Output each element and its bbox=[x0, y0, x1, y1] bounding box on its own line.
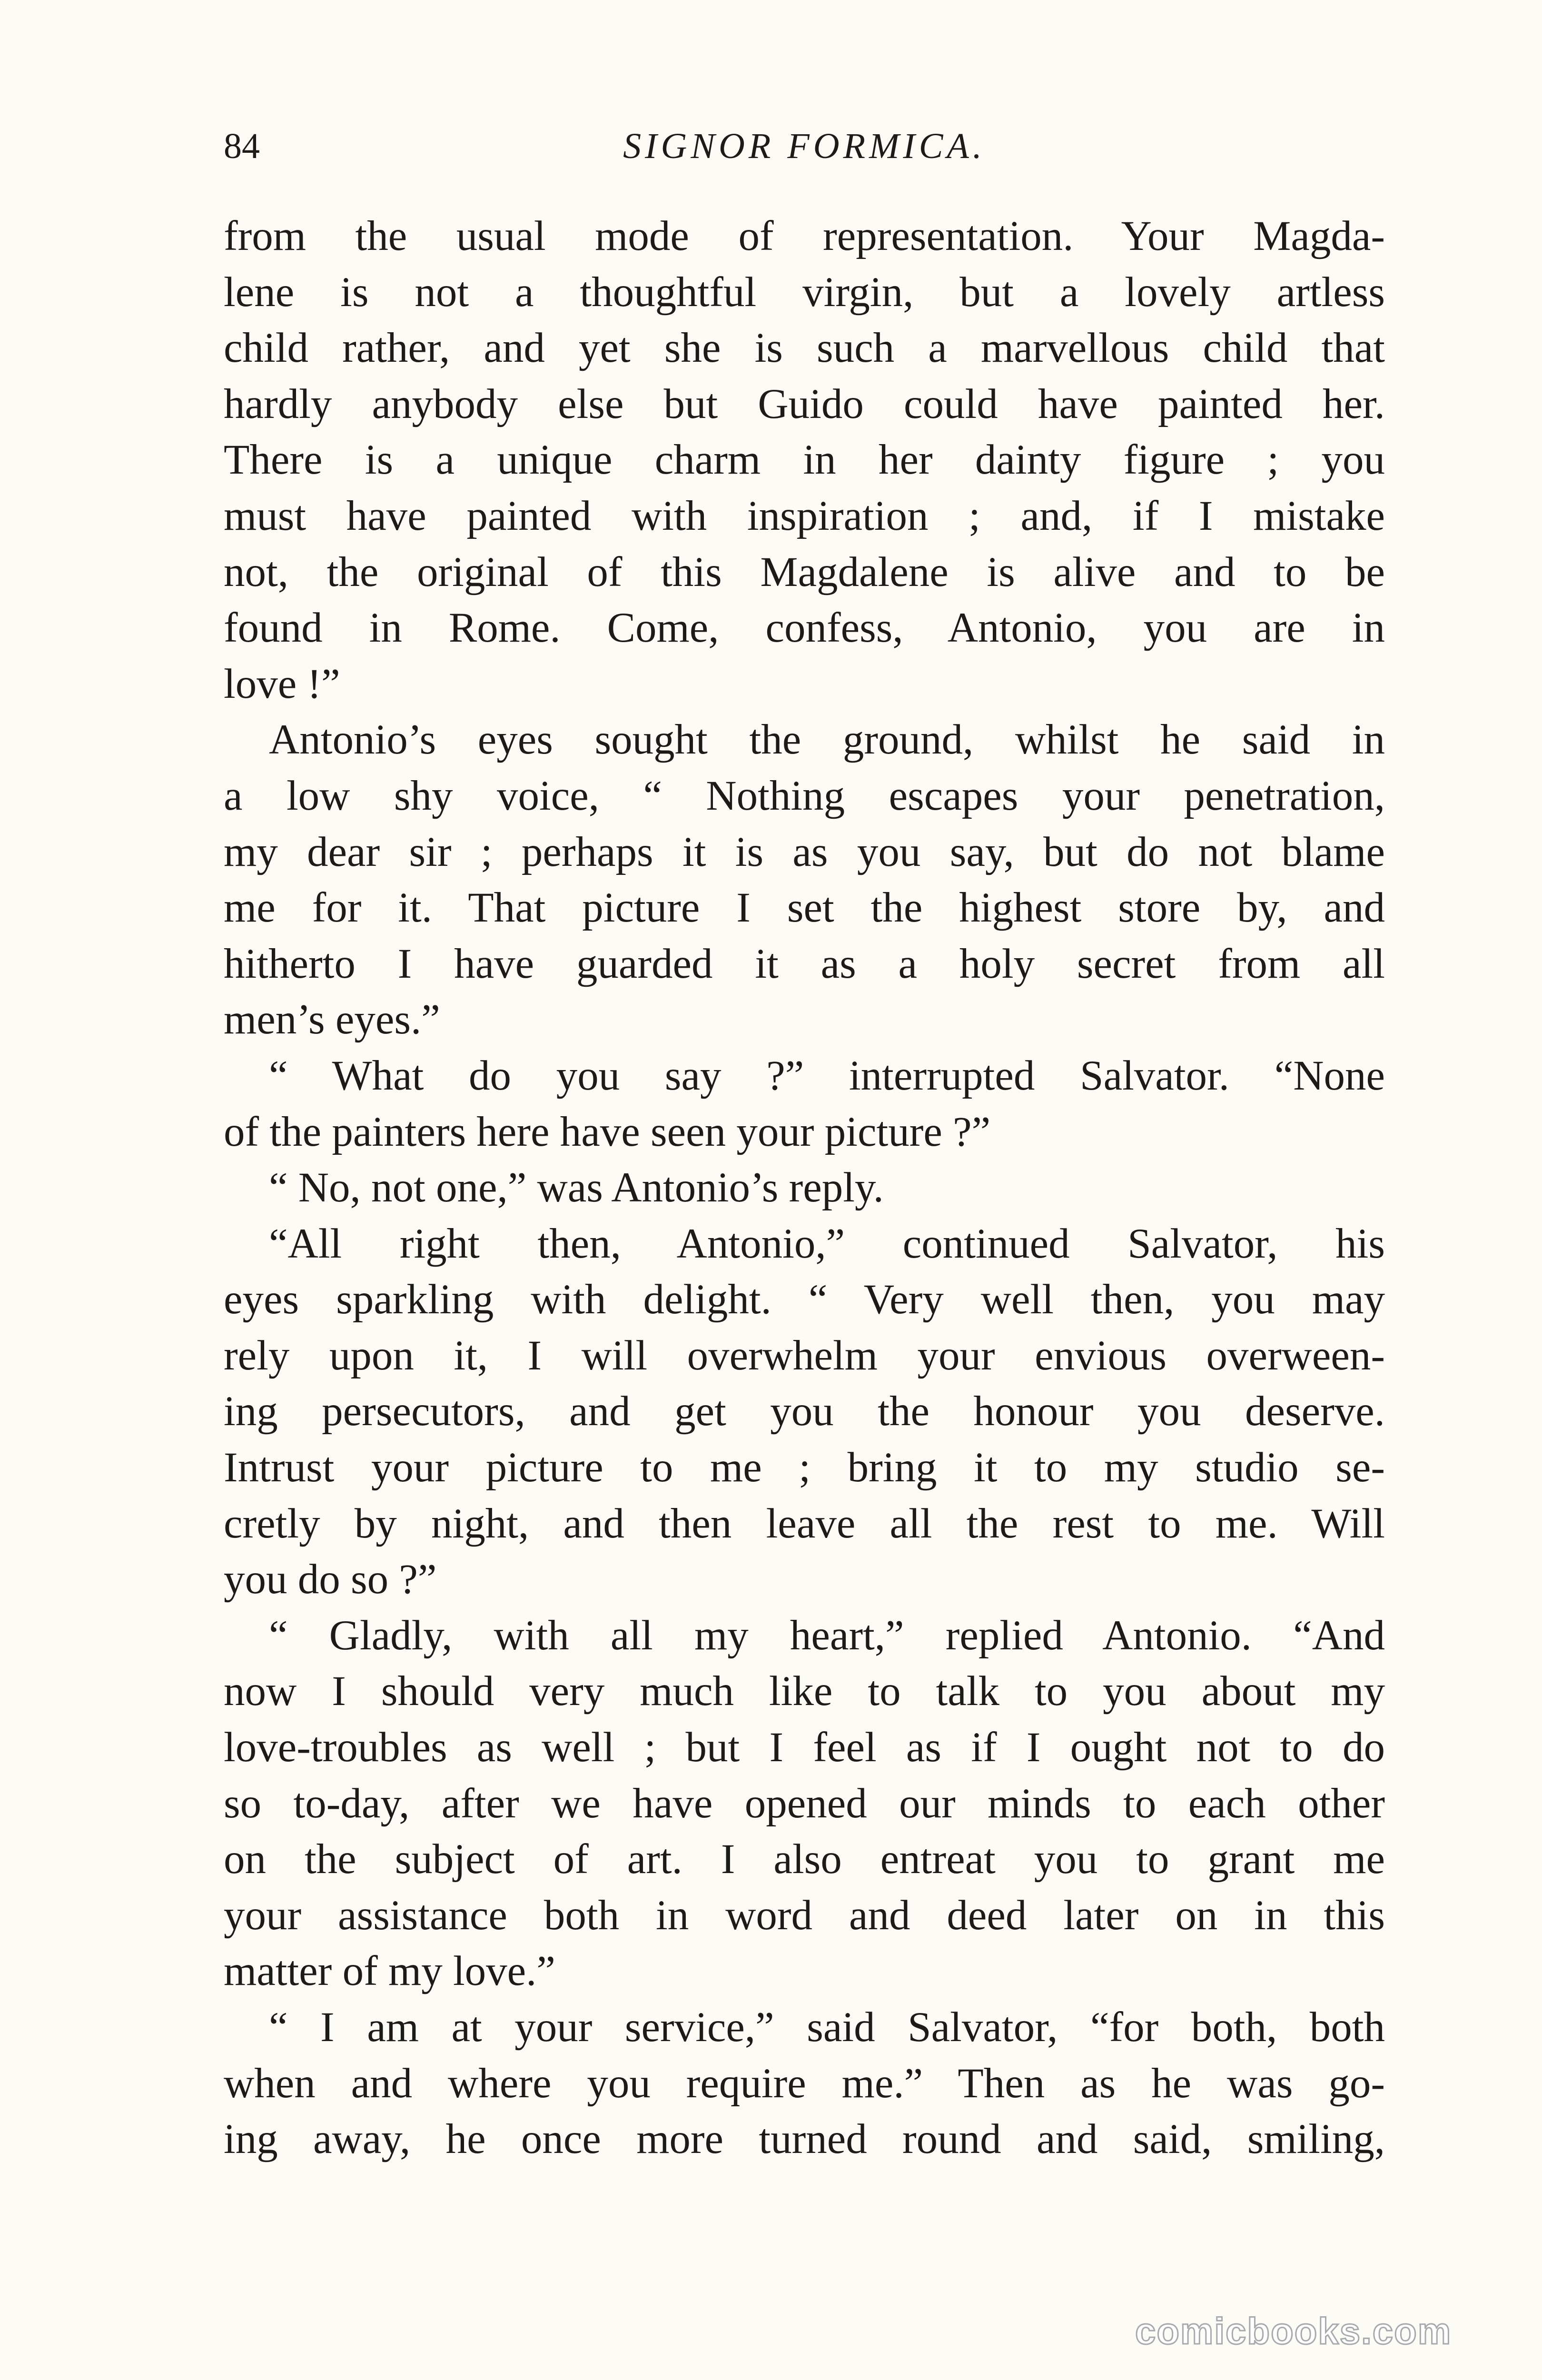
text-line: my dear sir ; perhaps it is as you say, but do not blame bbox=[224, 828, 1385, 875]
running-head: SIGNOR FORMICA. bbox=[623, 126, 986, 166]
text-line: must have painted with inspiration ; and, if I mistake bbox=[224, 492, 1385, 539]
text-line: from the usual mode of representation. Your Magda- bbox=[224, 213, 1385, 259]
text-line: cretly by night, and then leave all the rest to me. Will bbox=[224, 1500, 1385, 1547]
text-line: eyes sparkling with delight. “ Very well then, you may bbox=[224, 1276, 1385, 1323]
text-line: matter of my love.” bbox=[224, 1948, 555, 1995]
text-line: “All right then, Antonio,” continued Salvator, his bbox=[269, 1220, 1385, 1267]
text-line: found in Rome. Come, confess, Antonio, you are in bbox=[224, 605, 1385, 652]
text-line: child rather, and yet she is such a marvellous child that bbox=[224, 325, 1385, 372]
text-line: There is a unique charm in her dainty figure ; you bbox=[224, 436, 1385, 484]
page-number: 84 bbox=[224, 126, 260, 166]
text-line: hardly anybody else but Guido could have painted her. bbox=[224, 380, 1385, 427]
text-line: love-troubles as well ; but I feel as if I ought not to do bbox=[224, 1724, 1385, 1771]
text-line: ing persecutors, and get you the honour you deserve. bbox=[224, 1388, 1385, 1435]
text-line: now I should very much like to talk to you about my bbox=[224, 1668, 1385, 1715]
text-line: Antonio’s eyes sought the ground, whilst he said in bbox=[269, 716, 1385, 764]
text-line: not, the original of this Magdalene is alive and to be bbox=[224, 548, 1385, 595]
text-line: “ Gladly, with all my heart,” replied Antonio. “And bbox=[269, 1612, 1385, 1659]
text-line: you do so ?” bbox=[224, 1556, 437, 1603]
text-line: “ I am at your service,” said Salvator, “for both, both bbox=[269, 2004, 1385, 2051]
text-line: love !” bbox=[224, 660, 340, 707]
text-line: so to-day, after we have opened our minds to each other bbox=[224, 1780, 1385, 1827]
page-header bbox=[224, 120, 1385, 172]
text-line: ing away, he once more turned round and said, smiling, bbox=[224, 2116, 1385, 2163]
text-line: men’s eyes.” bbox=[224, 996, 440, 1043]
text-line: “ What do you say ?” interrupted Salvator. “None bbox=[269, 1052, 1385, 1099]
text-line: when and where you require me.” Then as he was go- bbox=[224, 2060, 1385, 2107]
text-line: hitherto I have guarded it as a holy secret from all bbox=[224, 940, 1385, 987]
text-line: rely upon it, I will overwhelm your envious overween- bbox=[224, 1332, 1385, 1379]
text-line: on the subject of art. I also entreat you to grant me bbox=[224, 1836, 1385, 1883]
text-line: Intrust your picture to me ; bring it to my studio se- bbox=[224, 1444, 1385, 1491]
text-line: a low shy voice, “ Nothing escapes your penetration, bbox=[224, 772, 1385, 819]
text-line: lene is not a thoughtful virgin, but a lovely artless bbox=[224, 268, 1385, 316]
text-line: of the painters here have seen your picture ?” bbox=[224, 1108, 991, 1155]
text-line: “ No, not one,” was Antonio’s reply. bbox=[269, 1164, 884, 1211]
watermark: comicbooks.com bbox=[1135, 2310, 1452, 2352]
text-line: your assistance both in word and deed later on in this bbox=[224, 1892, 1385, 1939]
body-text bbox=[224, 208, 1385, 2168]
text-line: me for it. That picture I set the highest store by, and bbox=[224, 884, 1385, 932]
